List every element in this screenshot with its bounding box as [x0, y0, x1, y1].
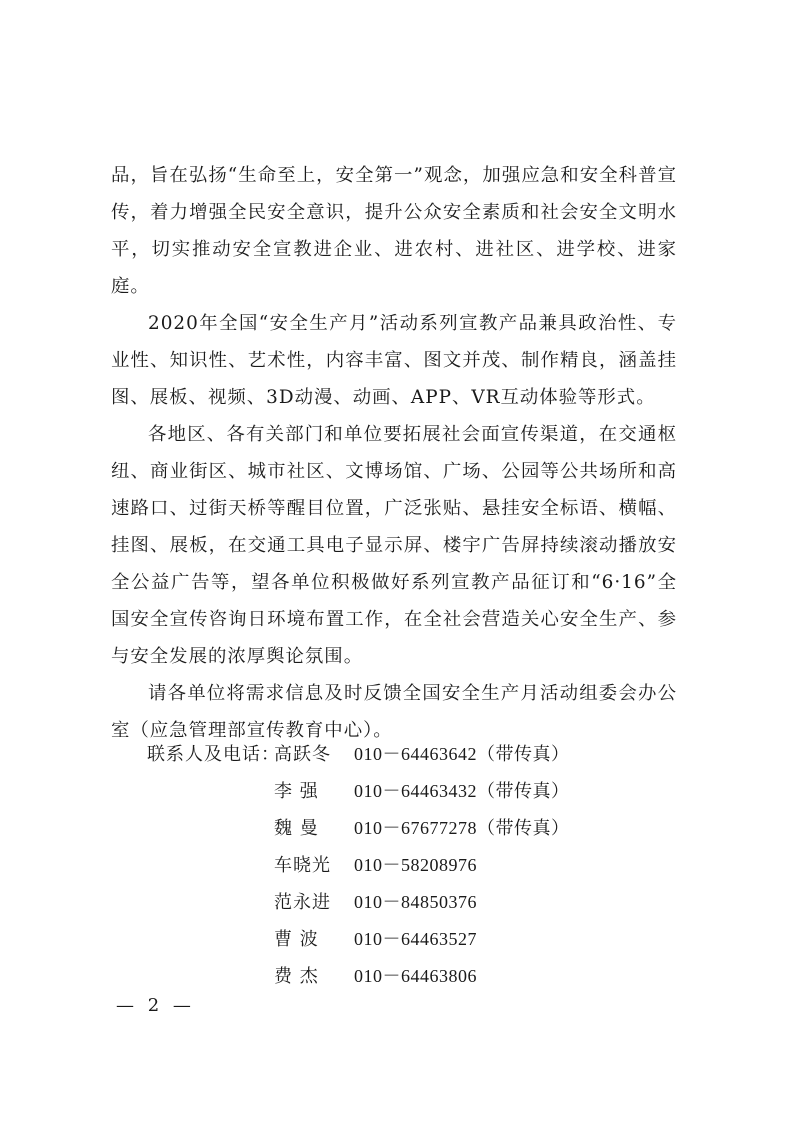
- contact-row: [147, 958, 570, 995]
- contact-phone: 010－67677278（带传真）: [354, 818, 570, 838]
- contact-phone: 010－64463642（带传真）: [354, 744, 570, 764]
- paragraph-feedback: 请各单位将需求信息及时反馈全国安全生产月活动组委会办公室（应急管理部宣传教育中心）。: [111, 683, 677, 741]
- contact-row: [147, 773, 570, 810]
- contact-name: 李 强: [274, 781, 319, 802]
- contact-name: 车晓光: [274, 855, 331, 876]
- page-number: — 2 —: [116, 995, 195, 1016]
- contact-row: [147, 884, 570, 921]
- contact-phone: 010－58208976: [354, 855, 477, 875]
- contact-row: [147, 847, 570, 884]
- contact-phone: 010－64463806: [354, 966, 477, 986]
- contact-name: 魏 曼: [274, 818, 319, 839]
- contact-name: 范永进: [274, 892, 331, 913]
- paragraph-product-features: 2020年全国“安全生产月”活动系列宣教产品兼具政治性、专业性、知识性、艺术性，内容丰富、图文并茂、制作精良，涵盖挂图、展板、视频、3D动漫、动画、APP、VR互动体验等形式。: [111, 313, 677, 408]
- paragraph-continuation: 品，旨在弘扬“生命至上，安全第一”观念，加强应急和安全科普宣传，着力增强全民安全意识，提升公众安全素质和社会安全文明水平，切实推动安全宣教进企业、进农村、进社区、进学校、进家庭。: [111, 165, 677, 297]
- contact-row: [147, 736, 570, 773]
- contact-phone: 010－84850376: [354, 892, 477, 912]
- contact-name: 高跃冬: [274, 744, 331, 765]
- contact-list: [147, 736, 570, 995]
- contact-phone: 010－64463527: [354, 929, 477, 949]
- contact-name: 费 杰: [274, 966, 319, 987]
- contact-row: [147, 921, 570, 958]
- contact-name: 曹 波: [274, 929, 319, 950]
- contact-label: 联系人及电话：: [147, 744, 280, 765]
- body-text: [111, 157, 677, 749]
- contact-phone: 010－64463432（带传真）: [354, 781, 570, 801]
- paragraph-publicity-channels: 各地区、各有关部门和单位要拓展社会面宣传渠道，在交通枢纽、商业街区、城市社区、文博场馆、广场、公园等公共场所和高速路口、过街天桥等醒目位置，广泛张贴、悬挂安全标语、横幅、挂图、展板，在交通工具电子显示屏、楼宇广告屏持续滚动播放安全公益广告等，望各单位积极做好系列宣教产品征订和“6·16”全国安全宣传咨询日环境布置工作，在全社会营造关心安全生产、参与安全发展的浓厚舆论氛围。: [111, 424, 677, 667]
- contact-row: [147, 810, 570, 847]
